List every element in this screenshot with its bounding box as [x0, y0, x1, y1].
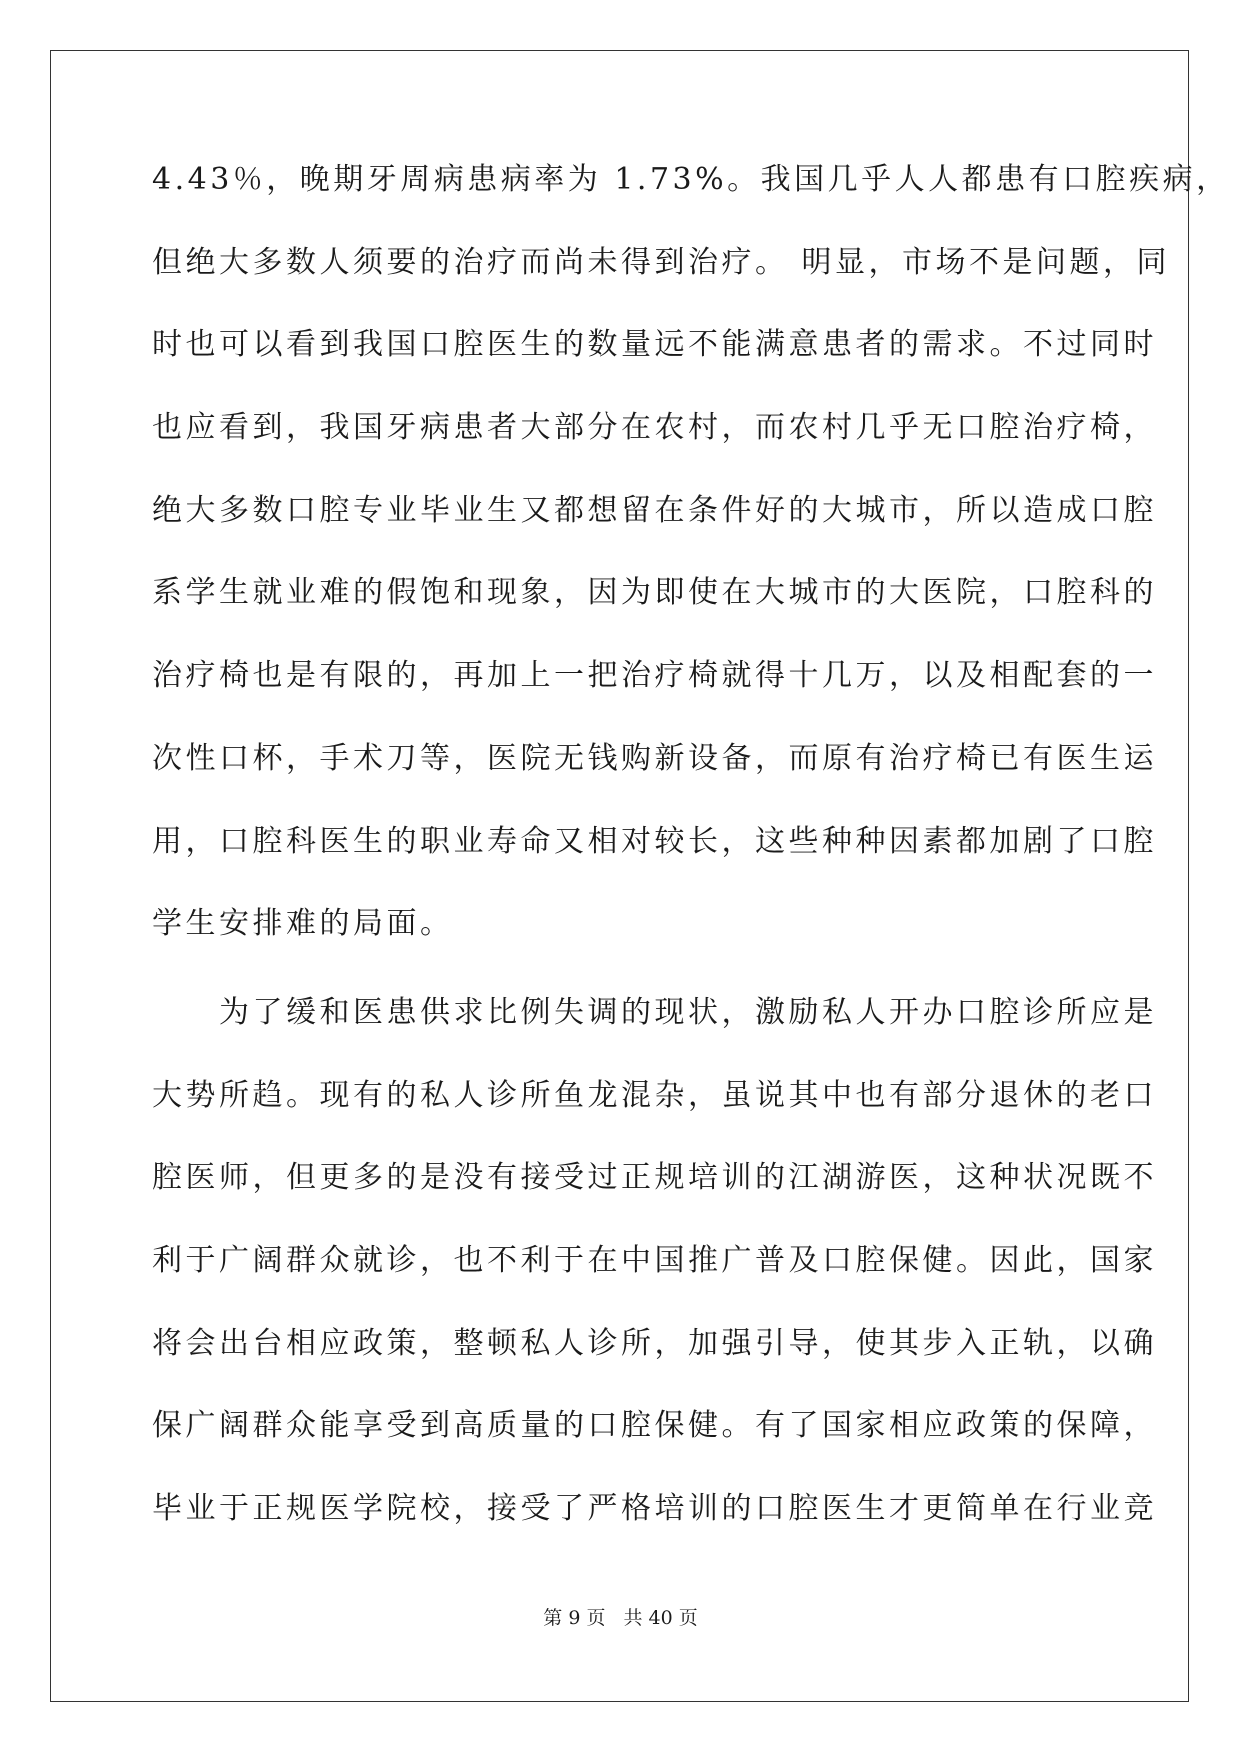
page-footer: [0, 1606, 1241, 1630]
text-line: 用，口腔科医生的职业寿命又相对较长，这些种种因素都加剧了口腔: [152, 823, 1157, 859]
page-total: 共 40 页: [623, 1607, 698, 1629]
text-line: 时也可以看到我国口腔医生的数量远不能满意患者的需求。不过同时: [152, 327, 1157, 363]
text-line: 为了缓和医患供求比例失调的现状，激励私人开办口腔诊所应是: [152, 994, 1157, 1030]
text-line: 毕业于正规医学院校，接受了严格培训的口腔医生才更简单在行业竞: [152, 1491, 1157, 1526]
text-line: 腔医师，但更多的是没有接受过正规培训的江湖游医，这种状况既不: [152, 1160, 1157, 1196]
text-line: 大势所趋。现有的私人诊所鱼龙混杂，虽说其中也有部分退休的老口: [152, 1077, 1157, 1113]
text-line: 利于广阔群众就诊，也不利于在中国推广普及口腔保健。因此，国家: [152, 1242, 1157, 1278]
text-line: 系学生就业难的假饱和现象，因为即使在大城市的大医院，口腔科的: [152, 575, 1157, 611]
text-line: 但绝大多数人须要的治疗而尚未得到治疗。 明显，市场不是问题，同: [152, 244, 1171, 280]
page-number: 第 9 页: [543, 1607, 606, 1629]
text-line: 次性口杯，手术刀等，医院无钱购新设备，而原有治疗椅已有医生运: [152, 740, 1157, 776]
text-line: 治疗椅也是有限的，再加上一把治疗椅就得十几万，以及相配套的一: [152, 658, 1157, 694]
text-line: 绝大多数口腔专业毕业生又都想留在条件好的大城市，所以造成口腔: [152, 492, 1157, 528]
text-line: 也应看到，我国牙病患者大部分在农村，而农村几乎无口腔治疗椅，: [152, 410, 1157, 446]
text-line: 保广阔群众能享受到高质量的口腔保健。有了国家相应政策的保障，: [152, 1408, 1157, 1444]
document-body: [152, 150, 1230, 1562]
text-line: 将会出台相应政策，整顿私人诊所，加强引导，使其步入正轨，以确: [152, 1325, 1157, 1361]
text-line: 学生安排难的局面。: [152, 906, 454, 942]
text-line: 4.43％，晚期牙周病患病率为 1.73%。我国几乎人人都患有口腔疾病，: [152, 162, 1230, 197]
